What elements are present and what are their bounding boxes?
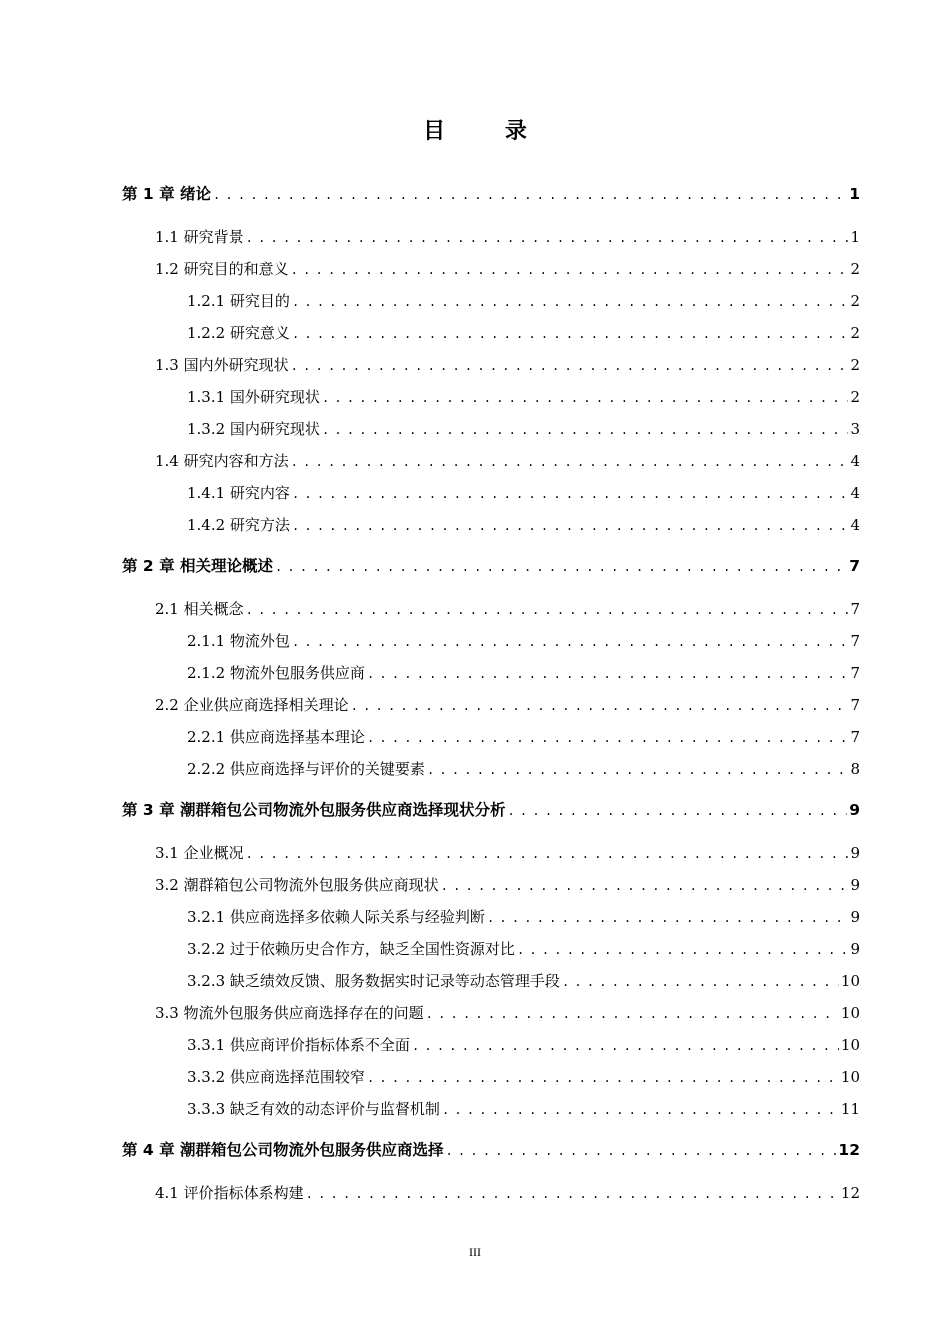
entry-page-number: 2 <box>850 356 860 374</box>
entry-label: 2.1 相关概念 <box>155 600 244 618</box>
dot-leader <box>322 414 849 446</box>
toc-section-entry[interactable] <box>122 965 860 997</box>
toc-section-entry[interactable] <box>122 869 860 901</box>
dot-leader <box>292 478 849 510</box>
entry-page-number: 4 <box>850 516 860 534</box>
entry-label: 1.3 国内外研究现状 <box>155 356 289 374</box>
toc-chapter-entry[interactable] <box>122 794 860 826</box>
entry-page-number: 12 <box>840 1184 860 1202</box>
dot-leader <box>306 1178 839 1210</box>
dot-leader <box>275 551 847 583</box>
entry-label: 1.4.2 研究方法 <box>187 516 290 534</box>
entry-page-number: 10 <box>840 1068 860 1086</box>
entry-label: 1.2.2 研究意义 <box>187 324 290 342</box>
table-of-contents <box>122 178 860 1209</box>
dot-leader <box>292 286 849 318</box>
dot-leader <box>412 1030 839 1062</box>
entry-label: 1.3.1 国外研究现状 <box>187 388 320 406</box>
entry-label: 第 3 章 潮群箱包公司物流外包服务供应商选择现状分析 <box>122 801 506 819</box>
entry-page-number: 7 <box>850 696 860 714</box>
entry-page-number: 4 <box>850 452 860 470</box>
toc-section-entry[interactable] <box>122 753 860 785</box>
entry-label: 2.2.1 供应商选择基本理论 <box>187 728 365 746</box>
entry-label: 3.2.1 供应商选择多依赖人际关系与经验判断 <box>187 908 485 926</box>
toc-section-entry[interactable] <box>122 837 860 869</box>
entry-label: 4.1 评价指标体系构建 <box>155 1184 304 1202</box>
entry-label: 1.4 研究内容和方法 <box>155 452 289 470</box>
toc-section-entry[interactable] <box>122 1177 860 1209</box>
entry-page-number: 7 <box>850 600 860 618</box>
toc-section-entry[interactable] <box>122 901 860 933</box>
toc-section-entry[interactable] <box>122 933 860 965</box>
entry-label: 3.3 物流外包服务供应商选择存在的问题 <box>155 1004 424 1022</box>
dot-leader <box>291 254 849 286</box>
dot-leader <box>367 722 849 754</box>
toc-section-entry[interactable] <box>122 253 860 285</box>
toc-section-entry[interactable] <box>122 1061 860 1093</box>
toc-section-entry[interactable] <box>122 445 860 477</box>
entry-label: 第 2 章 相关理论概述 <box>122 557 273 575</box>
toc-section-entry[interactable] <box>122 625 860 657</box>
entry-page-number: 7 <box>849 557 860 575</box>
toc-chapter-entry[interactable] <box>122 178 860 210</box>
entry-label: 1.2.1 研究目的 <box>187 292 290 310</box>
dot-leader <box>562 966 839 998</box>
entry-page-number: 9 <box>850 876 860 894</box>
toc-section-entry[interactable] <box>122 317 860 349</box>
entry-label: 3.3.2 供应商选择范围较窄 <box>187 1068 365 1086</box>
entry-label: 3.2.3 缺乏绩效反馈、服务数据实时记录等动态管理手段 <box>187 972 560 990</box>
dot-leader <box>487 902 849 934</box>
page-number: III <box>469 1245 481 1259</box>
toc-section-entry[interactable] <box>122 413 860 445</box>
toc-section-entry[interactable] <box>122 593 860 625</box>
entry-label: 3.2 潮群箱包公司物流外包服务供应商现状 <box>155 876 439 894</box>
dot-leader <box>292 626 849 658</box>
entry-page-number: 9 <box>849 801 860 819</box>
dot-leader <box>291 350 849 382</box>
dot-leader <box>427 754 849 786</box>
entry-page-number: 2 <box>850 388 860 406</box>
entry-page-number: 3 <box>850 420 860 438</box>
entry-page-number: 9 <box>850 908 860 926</box>
entry-label: 2.1.2 物流外包服务供应商 <box>187 664 365 682</box>
toc-section-entry[interactable] <box>122 1093 860 1125</box>
dot-leader <box>441 870 849 902</box>
entry-label: 3.1 企业概况 <box>155 844 244 862</box>
dot-leader <box>442 1094 839 1126</box>
entry-page-number: 11 <box>840 1100 860 1118</box>
entry-page-number: 2 <box>850 324 860 342</box>
entry-page-number: 7 <box>850 664 860 682</box>
dot-leader <box>351 690 849 722</box>
entry-page-number: 1 <box>850 228 860 246</box>
toc-section-entry[interactable] <box>122 477 860 509</box>
toc-section-entry[interactable] <box>122 509 860 541</box>
entry-label: 3.2.2 过于依赖历史合作方，缺乏全国性资源对比 <box>187 940 515 958</box>
entry-page-number: 10 <box>840 972 860 990</box>
entry-page-number: 4 <box>850 484 860 502</box>
entry-label: 第 4 章 潮群箱包公司物流外包服务供应商选择 <box>122 1141 444 1159</box>
dot-leader <box>426 998 839 1030</box>
entry-page-number: 10 <box>840 1036 860 1054</box>
dot-leader <box>292 318 849 350</box>
entry-label: 2.2.2 供应商选择与评价的关键要素 <box>187 760 425 778</box>
toc-section-entry[interactable] <box>122 997 860 1029</box>
dot-leader <box>507 795 847 827</box>
dot-leader <box>213 179 847 211</box>
entry-page-number: 7 <box>850 728 860 746</box>
entry-page-number: 2 <box>850 260 860 278</box>
entry-page-number: 1 <box>849 185 860 203</box>
entry-label: 2.1.1 物流外包 <box>187 632 290 650</box>
toc-section-entry[interactable] <box>122 689 860 721</box>
toc-section-entry[interactable] <box>122 349 860 381</box>
entry-label: 2.2 企业供应商选择相关理论 <box>155 696 349 714</box>
entry-page-number: 8 <box>850 760 860 778</box>
dot-leader <box>246 594 849 626</box>
toc-title: 目 录 <box>423 119 553 144</box>
entry-page-number: 9 <box>850 940 860 958</box>
entry-label: 1.3.2 国内研究现状 <box>187 420 320 438</box>
dot-leader <box>367 1062 839 1094</box>
dot-leader <box>517 934 849 966</box>
toc-section-entry[interactable] <box>122 1029 860 1061</box>
toc-chapter-entry[interactable] <box>122 1134 860 1166</box>
toc-section-entry[interactable] <box>122 221 860 253</box>
dot-leader <box>246 222 849 254</box>
entry-label: 1.1 研究背景 <box>155 228 244 246</box>
entry-page-number: 9 <box>850 844 860 862</box>
toc-section-entry[interactable] <box>122 285 860 317</box>
entry-page-number: 10 <box>840 1004 860 1022</box>
entry-label: 1.4.1 研究内容 <box>187 484 290 502</box>
entry-page-number: 12 <box>838 1141 860 1159</box>
entry-label: 3.3.3 缺乏有效的动态评价与监督机制 <box>187 1100 440 1118</box>
dot-leader <box>322 382 849 414</box>
entry-label: 第 1 章 绪论 <box>122 185 211 203</box>
entry-label: 1.2 研究目的和意义 <box>155 260 289 278</box>
toc-chapter-entry[interactable] <box>122 550 860 582</box>
entry-page-number: 7 <box>850 632 860 650</box>
dot-leader <box>292 510 849 542</box>
dot-leader <box>291 446 849 478</box>
dot-leader <box>367 658 849 690</box>
dot-leader <box>246 838 849 870</box>
entry-label: 3.3.1 供应商评价指标体系不全面 <box>187 1036 410 1054</box>
dot-leader <box>445 1135 836 1167</box>
entry-page-number: 2 <box>850 292 860 310</box>
toc-section-entry[interactable] <box>122 657 860 689</box>
toc-section-entry[interactable] <box>122 381 860 413</box>
toc-section-entry[interactable] <box>122 721 860 753</box>
